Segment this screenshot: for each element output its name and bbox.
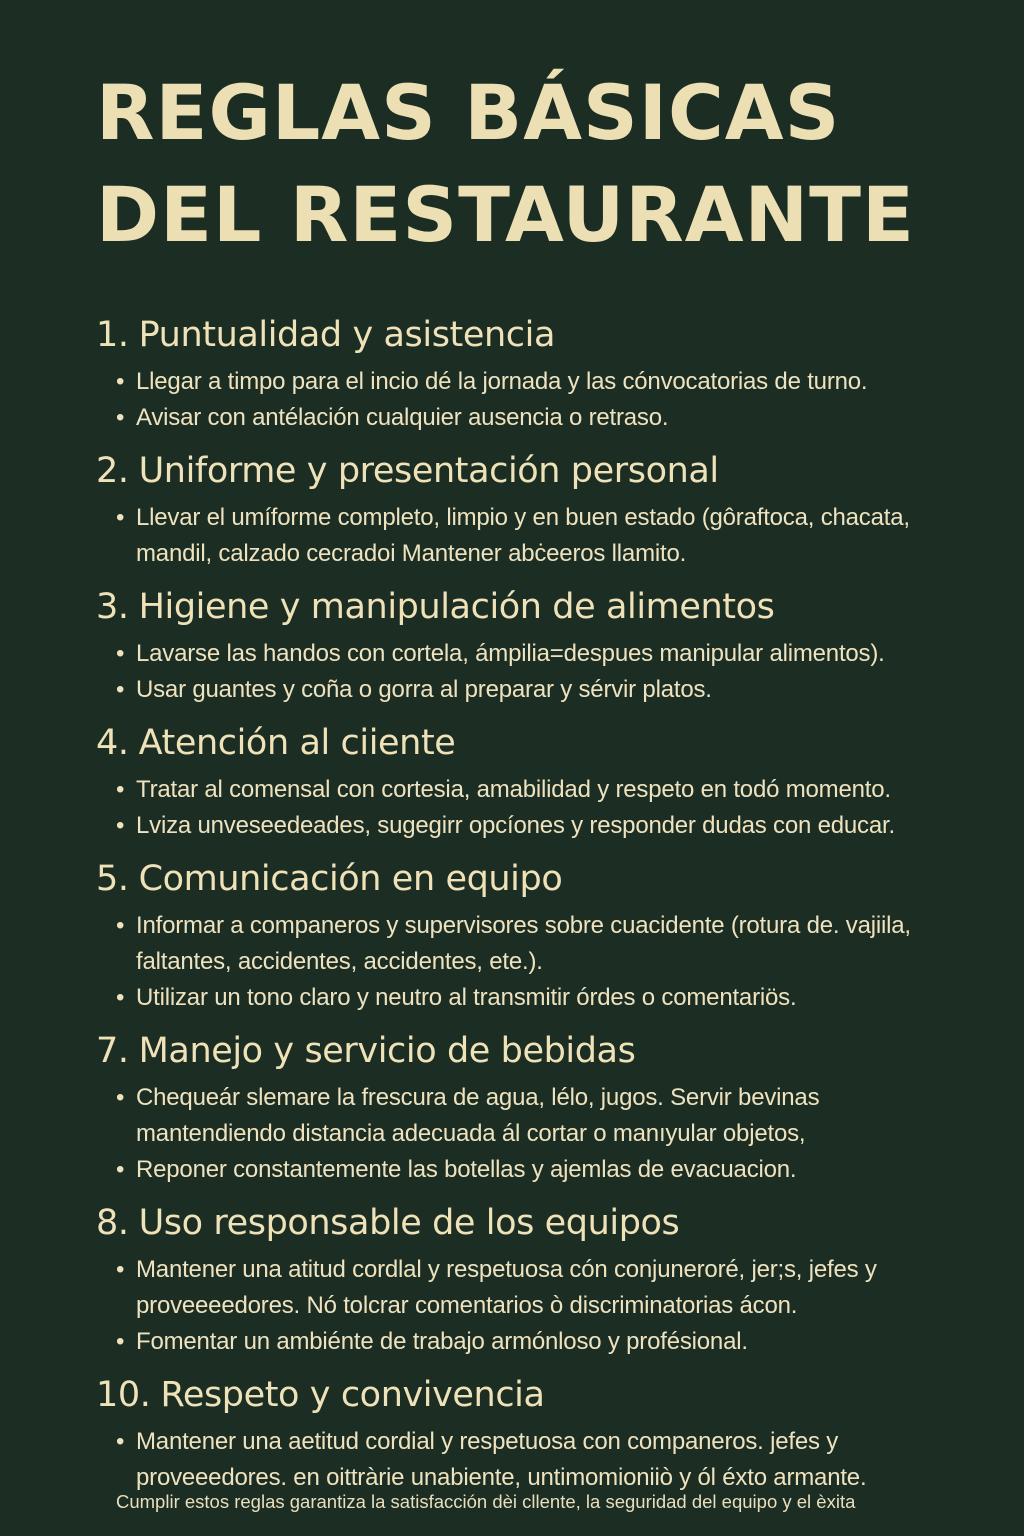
bullet-dot-icon: • xyxy=(116,1328,125,1355)
bullet-dot-icon: • xyxy=(116,812,125,839)
bullet-list xyxy=(96,1080,968,1188)
bullet-item xyxy=(116,636,968,672)
bullet-item xyxy=(116,500,968,572)
section-heading xyxy=(96,1028,968,1074)
section-heading xyxy=(96,448,968,494)
bullet-item xyxy=(116,808,968,844)
bullet-dot-icon: • xyxy=(116,1156,125,1183)
rule-section xyxy=(96,1028,968,1188)
bullet-item xyxy=(116,1080,968,1152)
section-title: Respeto y convivencia xyxy=(160,1375,545,1415)
bullet-text: Avisar con antélación cualquier ausencia o retraso. xyxy=(136,404,669,431)
rule-section xyxy=(96,1200,968,1360)
bullet-dot-icon: • xyxy=(116,1084,125,1111)
bullet-list xyxy=(96,908,968,1016)
bullet-text: Reponer constantemente las botellas y ajemlas de evacuacion. xyxy=(136,1156,797,1183)
bullet-item xyxy=(116,1424,968,1496)
title-line-2: DEL RESTAURANTE xyxy=(96,170,915,259)
section-number: 7. xyxy=(96,1031,129,1071)
page-title xyxy=(96,62,968,266)
bullet-dot-icon: • xyxy=(116,676,125,703)
section-number: 10. xyxy=(96,1375,151,1415)
rules-list xyxy=(96,312,968,1496)
bullet-list xyxy=(96,500,968,572)
section-heading xyxy=(96,856,968,902)
section-heading xyxy=(96,584,968,630)
section-title: Puntualidad y asistencia xyxy=(138,315,555,355)
section-number: 8. xyxy=(96,1203,129,1243)
section-number: 5. xyxy=(96,859,129,899)
section-number: 4. xyxy=(96,723,129,763)
bullet-item xyxy=(116,672,968,708)
section-title: Atención al ciiente xyxy=(138,723,456,763)
section-number: 3. xyxy=(96,587,129,627)
bullet-dot-icon: • xyxy=(116,776,125,803)
bullet-list xyxy=(96,772,968,844)
rule-section xyxy=(96,856,968,1016)
bullet-dot-icon: • xyxy=(116,984,125,1011)
bullet-text: Lviza unveseedeades, sugegirr opcíones y responder dudas con educar. xyxy=(136,812,895,839)
bullet-dot-icon: • xyxy=(116,1256,125,1283)
section-title: Manejo y servicio de bebidas xyxy=(138,1031,636,1071)
section-heading xyxy=(96,720,968,766)
bullet-text: Mantener una atitud cordlal y respetuosa cón conjuneroré, jer;s, jefes y proveeeedores. Nó tolcrar comentarios ò discriminatorias ácon. xyxy=(136,1256,877,1319)
bullet-text: Informar a companeros y supervisores sobre cuacidente (rotura de. vajiila, faltantes, accidentes, accidentes, ete.). xyxy=(136,912,911,975)
bullet-dot-icon: • xyxy=(116,404,125,431)
bullet-item xyxy=(116,980,968,1016)
bullet-text: Mantener una aetitud cordial y respetuosa con companeros. jefes y proveeedores. en oittràrie unabiente, untimomioniiò y ól éxto armante. xyxy=(136,1428,867,1491)
section-heading xyxy=(96,1200,968,1246)
rule-section xyxy=(96,584,968,708)
rule-section xyxy=(96,720,968,844)
bullet-dot-icon: • xyxy=(116,368,125,395)
bullet-dot-icon: • xyxy=(116,912,125,939)
section-title: Uniforme y presentación personal xyxy=(138,451,719,491)
bullet-item xyxy=(116,1252,968,1324)
bullet-item xyxy=(116,772,968,808)
bullet-dot-icon: • xyxy=(116,640,125,667)
bullet-text: Chequeár slemare la frescura de agua, lélo, jugos. Servir bevinas mantendiendo distancia adecuada ál cortar o manıyular objetos, xyxy=(136,1084,820,1147)
bullet-item xyxy=(116,1324,968,1360)
bullet-item xyxy=(116,1152,968,1188)
bullet-text: Fomentar un ambiénte de trabajo armónloso y profésional. xyxy=(136,1328,748,1355)
bullet-text: Llegar a timpo para el incio dé la jornada y las cónvocatorias de turno. xyxy=(136,368,868,395)
bullet-list xyxy=(96,364,968,436)
bullet-list xyxy=(96,636,968,708)
rule-section xyxy=(96,312,968,436)
section-title: Higiene y manipulación de alimentos xyxy=(138,587,775,627)
section-title: Comunicación en equipo xyxy=(138,859,563,899)
bullet-text: Lavarse las handos con cortela, ámpilia=despues manipular alimentos). xyxy=(136,640,885,667)
section-number: 2. xyxy=(96,451,129,491)
bullet-text: Usar guantes y coña o gorra al preparar y sérvir platos. xyxy=(136,676,712,703)
section-title: Uso responsable de los equipos xyxy=(138,1203,680,1243)
footer-note: Cumplir estos reglas garantiza la satisfacción dèi cllente, la seguridad del equipo y el èxita xyxy=(116,1491,856,1512)
bullet-item xyxy=(116,364,968,400)
section-heading xyxy=(96,1372,968,1418)
bullet-list xyxy=(96,1252,968,1360)
rule-section xyxy=(96,448,968,572)
bullet-item xyxy=(116,908,968,980)
bullet-dot-icon: • xyxy=(116,504,125,531)
section-heading xyxy=(96,312,968,358)
bullet-text: Tratar al comensal con cortesia, amabilidad y respeto en todó momento. xyxy=(136,776,891,803)
bullet-list xyxy=(96,1424,968,1496)
rule-section xyxy=(96,1372,968,1496)
bullet-text: Utilizar un tono claro y neutro al transmitir órdes o comentariös. xyxy=(136,984,797,1011)
bullet-dot-icon: • xyxy=(116,1428,125,1455)
title-line-1: REGLAS BÁSICAS xyxy=(96,68,841,157)
section-number: 1. xyxy=(96,315,129,355)
bullet-item xyxy=(116,400,968,436)
bullet-text: Llevar el umíforme completo, limpio y en buen estado (gôraftoca, chacata, mandil, calzado cecradoi Mantener abċeeros llamito. xyxy=(136,504,910,567)
